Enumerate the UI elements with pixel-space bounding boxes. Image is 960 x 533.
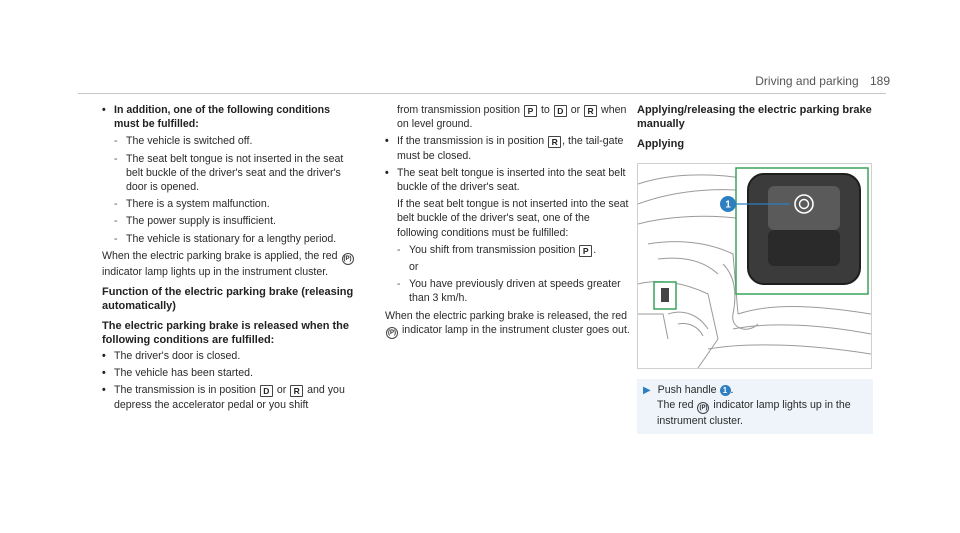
position-d-icon: D (260, 385, 273, 397)
release-conditions-heading: The electric parking brake is released when the following conditions are fulfilled: (102, 320, 349, 347)
applying-subheading: Applying (637, 138, 685, 150)
speed-item: - You have previously driven at speeds greater than 3 km/h. (397, 277, 630, 305)
position-r-icon: R (290, 385, 303, 397)
applied-paragraph: When the electric parking brake is applied, the red (P) indicator lamp lights up in the instrument cluster. (102, 249, 352, 278)
action-step (637, 379, 873, 434)
page-header (755, 74, 890, 88)
condition-item: - The power supply is insufficient. (114, 214, 357, 228)
condition-item: - There is a system malfunction. (114, 197, 357, 211)
parking-brake-icon: (P) (342, 253, 354, 265)
manual-heading: Applying/releasing the electric parking brake manually (637, 104, 872, 130)
position-d-icon: D (554, 105, 567, 117)
callout-label: 1 (725, 199, 731, 211)
callout-badge: 1 (720, 385, 731, 396)
position-r-icon: R (584, 105, 597, 117)
dashboard-illustration (637, 163, 872, 369)
page-number: 189 (869, 74, 890, 88)
function-heading: Function of the electric parking brake (releasing automatically) (102, 286, 354, 313)
dashboard-illustration-svg (638, 164, 871, 368)
release-item: • The vehicle has been started. (102, 366, 357, 380)
shift-item: - You shift from transmission position P . (397, 243, 630, 257)
parking-brake-icon: (P) (697, 402, 709, 414)
tailgate-item: • If the transmission is in position R , the tail-gate must be closed. (385, 134, 630, 162)
column-middle (385, 103, 630, 342)
condition-item: - The vehicle is stationary for a lengthy period. (114, 232, 357, 246)
column-right (637, 103, 885, 434)
released-paragraph: When the electric parking brake is released, the red (P) indicator lamp in the instrument cluster goes out. (385, 309, 630, 339)
conditions-heading: • In addition, one of the following conditions must be fulfilled: (102, 103, 357, 131)
continued-text: from transmission position P to D or R when on level ground. (397, 104, 627, 131)
result-text: The red (P) indicator lamp lights up in the instrument cluster. (657, 399, 851, 428)
position-p-icon: P (579, 245, 592, 257)
belt-item: • The seat belt tongue is inserted into the seat belt buckle of the driver's seat. (385, 166, 630, 194)
release-item: • The transmission is in position D or R and you depress the accelerator pedal or you shift (102, 383, 357, 411)
release-item: • The driver's door is closed. (102, 349, 357, 363)
or-text: or (409, 261, 419, 274)
position-p-icon: P (524, 105, 537, 117)
action-arrow-icon: ▶ (643, 385, 651, 396)
header-rule (78, 93, 886, 94)
condition-item: - The vehicle is switched off. (114, 134, 357, 148)
column-left (102, 103, 357, 415)
condition-item: - The seat belt tongue is not inserted in the seat belt buckle of the driver's seat and the driver's door is opened. (114, 152, 357, 195)
parking-brake-icon: (P) (386, 327, 398, 339)
position-r-icon: R (548, 136, 561, 148)
section-title: Driving and parking (755, 74, 859, 88)
belt-not-inserted-text: If the seat belt tongue is not inserted into the seat belt buckle of the driver's seat, one of the following conditions must be fulfilled: (397, 198, 629, 239)
push-handle-instruction: ▶ Push handle 1 . (643, 384, 734, 396)
